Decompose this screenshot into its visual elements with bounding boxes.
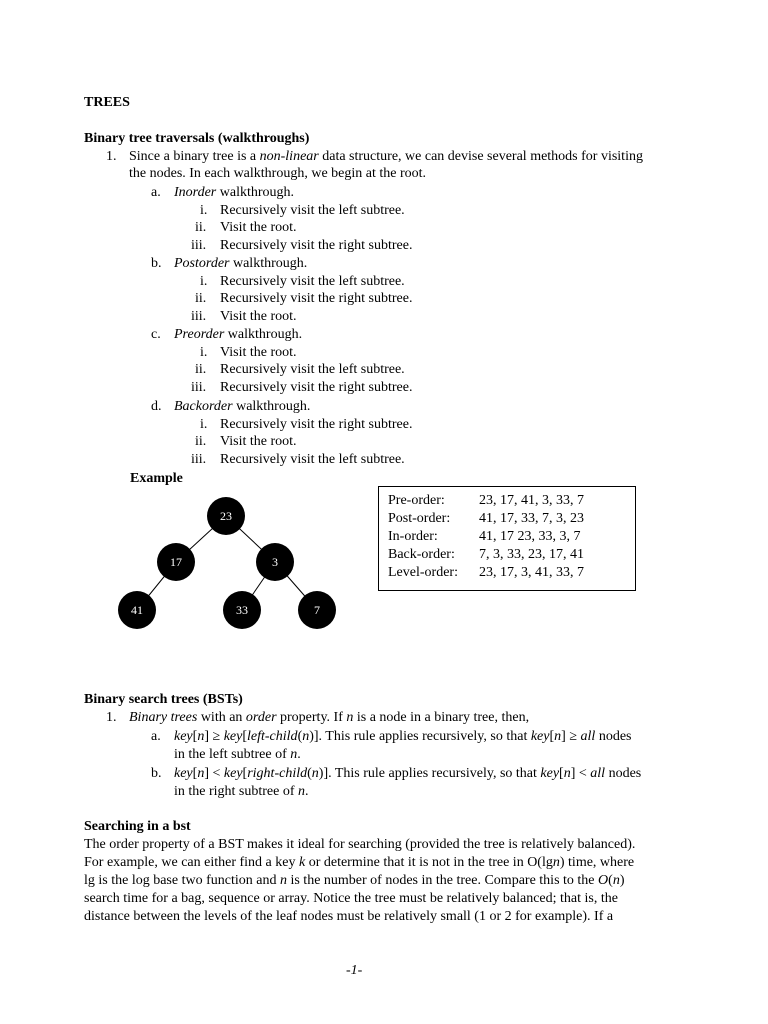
roman-numeral: i. — [200, 274, 208, 289]
paragraph-line: lg is the log base two function and n is the number of nodes in the tree. Compare this to the O(n) — [84, 873, 625, 888]
list-number: 1. — [106, 149, 117, 164]
order-row: Post-order: 41, 17, 33, 7, 3, 23 — [388, 511, 584, 526]
roman-numeral: i. — [200, 417, 208, 432]
bst-rule-left: key[n] ≥ key[left-child(n)]. This rule applies recursively, so that key[n] ≥ all nodes — [174, 729, 632, 744]
step-text: Visit the root. — [220, 345, 297, 360]
tree-node-label: 3 — [272, 555, 278, 569]
list-letter: a. — [151, 729, 161, 744]
list-letter: b. — [151, 256, 162, 271]
step-text: Recursively visit the right subtree. — [220, 291, 413, 306]
tree-node-label: 23 — [220, 509, 232, 523]
roman-numeral: iii. — [191, 238, 207, 253]
traversal-inorder: Inorder walkthrough. — [174, 185, 295, 200]
paragraph-line: search time for a bag, sequence or array. Notice the tree must be relatively balanced; that is, the — [84, 891, 618, 906]
step-text: Visit the root. — [220, 434, 297, 449]
page-number: -1- — [346, 963, 363, 978]
paragraph-line: Since a binary tree is a non-linear data structure, we can devise several methods for visiting — [129, 149, 643, 164]
tree-node-label: 41 — [131, 603, 143, 617]
tree-node-label: 33 — [236, 603, 248, 617]
list-letter: b. — [151, 766, 162, 781]
roman-numeral: ii. — [195, 434, 207, 449]
paragraph-line: For example, we can either find a key k or determine that it is not in the tree in O(lgn) time, where — [84, 855, 635, 870]
tree-node-label: 7 — [314, 603, 320, 617]
list-number: 1. — [106, 710, 117, 725]
step-text: Visit the root. — [220, 309, 297, 324]
roman-numeral: iii. — [191, 452, 207, 467]
step-text: Recursively visit the left subtree. — [220, 274, 405, 289]
step-text: Recursively visit the right subtree. — [220, 380, 413, 395]
traversal-postorder: Postorder walkthrough. — [174, 256, 308, 271]
traversal-backorder: Backorder walkthrough. — [174, 399, 311, 414]
roman-numeral: ii. — [195, 220, 207, 235]
traversal-preorder: Preorder walkthrough. — [174, 327, 303, 342]
paragraph-line: in the left subtree of n. — [174, 747, 301, 762]
paragraph-line: The order property of a BST makes it ideal for searching (provided the tree is relatively balanced). — [84, 837, 636, 852]
order-row: In-order: 41, 17 23, 33, 3, 7 — [388, 529, 581, 544]
roman-numeral: ii. — [195, 362, 207, 377]
traversal-order-box — [378, 486, 636, 591]
step-text: Recursively visit the left subtree. — [220, 452, 405, 467]
order-row: Back-order: 7, 3, 33, 23, 17, 41 — [388, 547, 584, 562]
paragraph-line: Binary trees with an order property. If n is a node in a binary tree, then, — [129, 710, 530, 725]
list-letter: d. — [151, 399, 162, 414]
traversals-heading: Binary tree traversals (walkthroughs) — [84, 131, 310, 146]
paragraph-line: the nodes. In each walkthrough, we begin at the root. — [129, 166, 427, 181]
step-text: Recursively visit the right subtree. — [220, 238, 413, 253]
roman-numeral: i. — [200, 345, 208, 360]
step-text: Visit the root. — [220, 220, 297, 235]
roman-numeral: ii. — [195, 291, 207, 306]
roman-numeral: iii. — [191, 309, 207, 324]
tree-node-label: 17 — [170, 555, 182, 569]
step-text: Recursively visit the right subtree. — [220, 417, 413, 432]
page-title: TREES — [84, 95, 130, 110]
roman-numeral: i. — [200, 203, 208, 218]
step-text: Recursively visit the left subtree. — [220, 362, 405, 377]
binary-tree-diagram — [110, 490, 350, 638]
paragraph-line: distance between the levels of the leaf nodes must be relatively small (1 or 2 for example). If a — [84, 909, 614, 924]
order-row: Pre-order: 23, 17, 41, 3, 33, 7 — [388, 493, 584, 508]
list-letter: a. — [151, 185, 161, 200]
example-label: Example — [130, 471, 183, 486]
searching-heading: Searching in a bst — [84, 819, 191, 834]
bst-rule-right: key[n] < key[right-child(n)]. This rule applies recursively, so that key[n] < all nodes — [174, 766, 642, 781]
order-row: Level-order: 23, 17, 3, 41, 33, 7 — [388, 565, 584, 580]
bst-heading: Binary search trees (BSTs) — [84, 692, 243, 707]
paragraph-line: in the right subtree of n. — [174, 784, 309, 799]
roman-numeral: iii. — [191, 380, 207, 395]
step-text: Recursively visit the left subtree. — [220, 203, 405, 218]
list-letter: c. — [151, 327, 161, 342]
